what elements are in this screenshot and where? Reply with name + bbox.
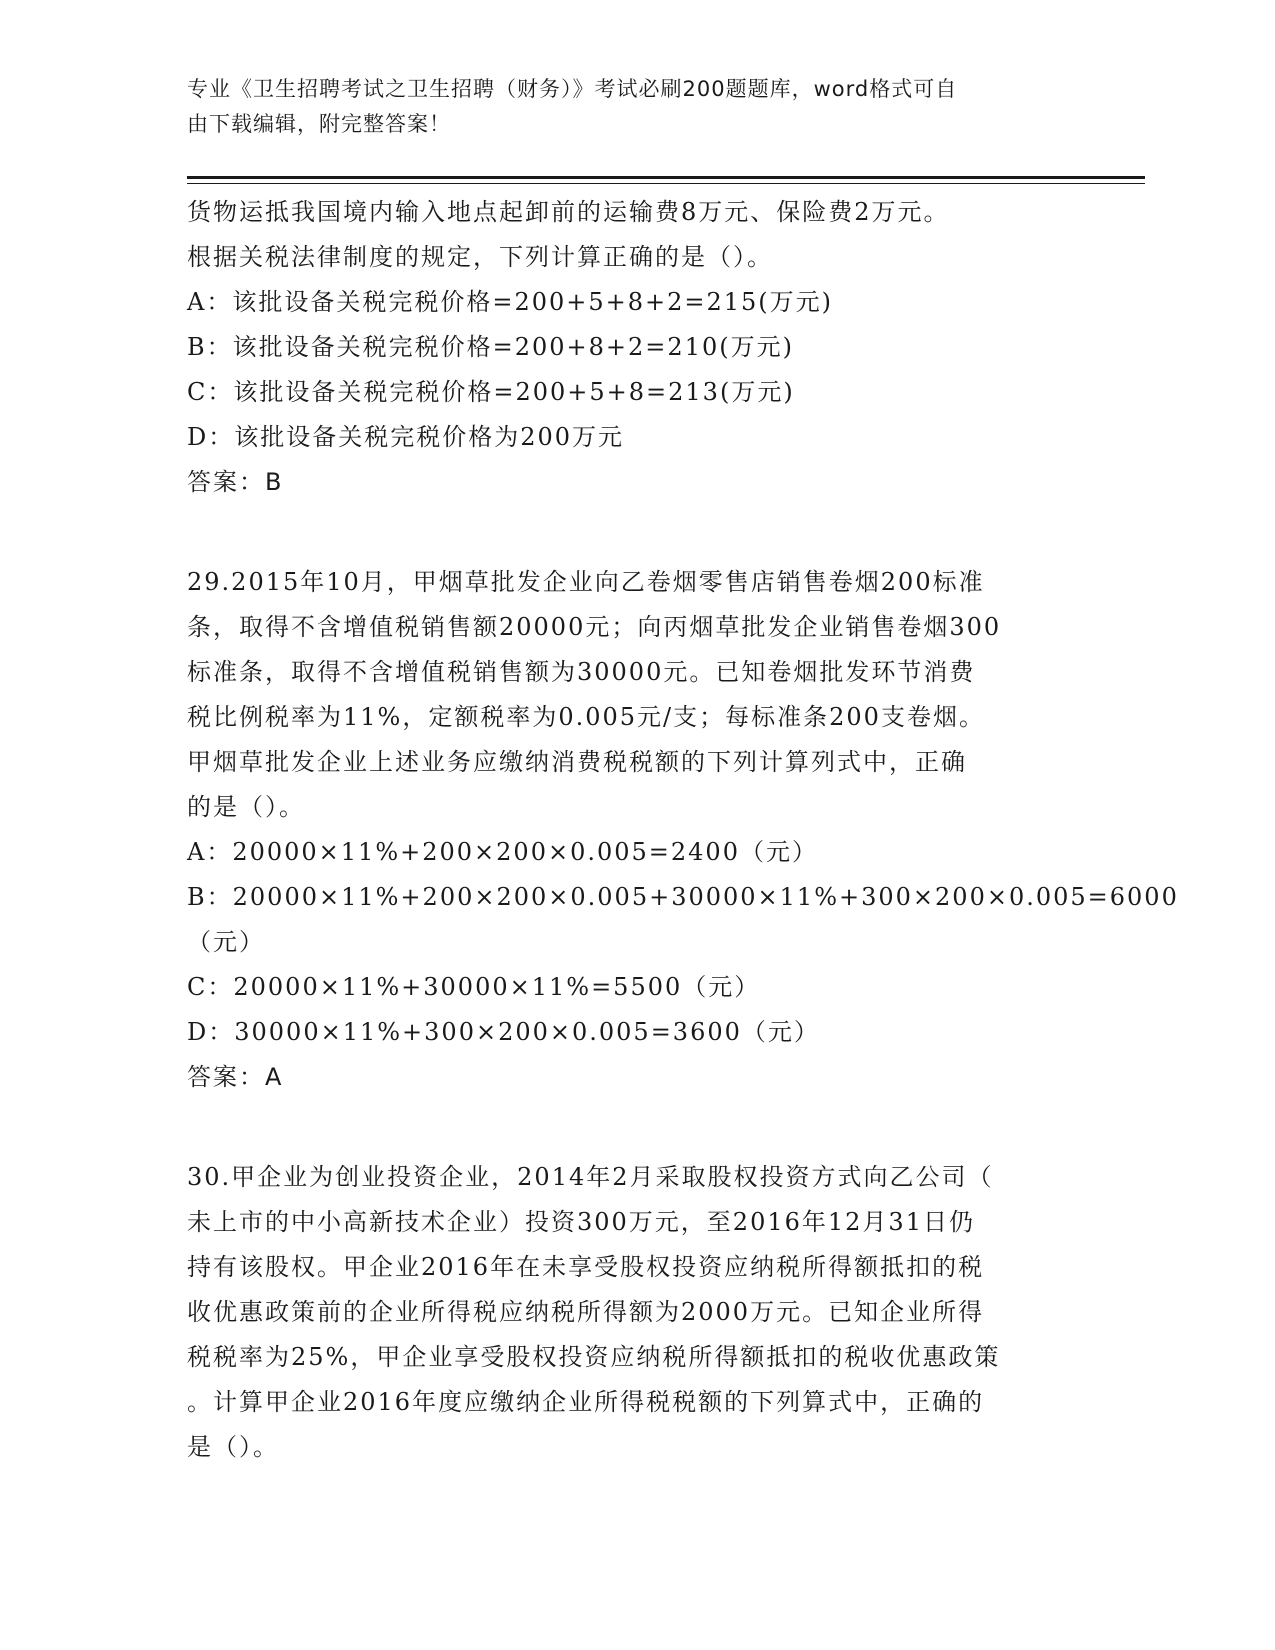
question-28 xyxy=(187,190,1087,505)
option-b-continued: （元） xyxy=(187,928,265,956)
option-c: C：该批设备关税完税价格=200+5+8=213(万元) xyxy=(187,378,795,406)
option-a: A：该批设备关税完税价格=200+5+8+2=215(万元) xyxy=(187,288,834,316)
header-divider-thick xyxy=(187,176,1145,179)
answer-line: 答案：A xyxy=(187,1063,284,1091)
option-d: D：该批设备关税完税价格为200万元 xyxy=(187,423,625,451)
question-stem-line: 收优惠政策前的企业所得税应纳税所得额为2000万元。已知企业所得 xyxy=(187,1298,985,1326)
question-stem-line: 未上市的中小高新技术企业）投资300万元，至2016年12月31日仍 xyxy=(187,1208,975,1236)
answer-line: 答案：B xyxy=(187,468,284,496)
header-line-1: 专业《卫生招聘考试之卫生招聘（财务）》考试必刷200题题库，word格式可自 xyxy=(187,77,958,101)
document-body xyxy=(187,190,1179,1470)
question-stem-line: 的是（）。 xyxy=(187,793,305,821)
option-b: B：20000×11%+200×200×0.005+30000×11%+300×200×0.005=6000 xyxy=(187,883,1179,911)
question-stem-line: 甲烟草批发企业上述业务应缴纳消费税税额的下列计算列式中，正确 xyxy=(187,748,967,776)
question-stem-line: 30.甲企业为创业投资企业，2014年2月采取股权投资方式向乙公司（ xyxy=(187,1163,994,1191)
question-stem-line: 根据关税法律制度的规定，下列计算正确的是（）。 xyxy=(187,243,773,271)
question-stem-line: 。计算甲企业2016年度应缴纳企业所得税税额的下列算式中，正确的 xyxy=(187,1388,985,1416)
header-divider-thin xyxy=(187,183,1145,184)
question-stem-line: 持有该股权。甲企业2016年在未享受股权投资应纳税所得额抵扣的税 xyxy=(187,1253,985,1281)
document-header xyxy=(187,72,1067,142)
question-30 xyxy=(187,1155,1087,1470)
option-a: A：20000×11%+200×200×0.005=2400（元） xyxy=(187,838,818,866)
question-stem-line: 标准条，取得不含增值税销售额为30000元。已知卷烟批发环节消费 xyxy=(187,658,976,686)
question-stem-line: 货物运抵我国境内输入地点起卸前的运输费8万元、保险费2万元。 xyxy=(187,198,950,226)
spacer xyxy=(187,505,1087,560)
question-stem-line: 税比例税率为11%，定额税率为0.005元/支；每标准条200支卷烟。 xyxy=(187,703,985,731)
option-b: B：该批设备关税完税价格=200+8+2=210(万元) xyxy=(187,333,794,361)
spacer xyxy=(187,1100,1087,1155)
question-stem-line: 条，取得不含增值税销售额20000元；向丙烟草批发企业销售卷烟300 xyxy=(187,613,1002,641)
option-c: C：20000×11%+30000×11%=5500（元） xyxy=(187,973,761,1001)
question-29 xyxy=(187,560,1179,1100)
question-stem-line: 是（）。 xyxy=(187,1433,279,1461)
question-stem-line: 税税率为25%，甲企业享受股权投资应纳税所得额抵扣的税收优惠政策 xyxy=(187,1343,1001,1371)
option-d: D：30000×11%+300×200×0.005=3600（元） xyxy=(187,1018,820,1046)
header-line-2: 由下载编辑，附完整答案！ xyxy=(187,112,451,136)
question-stem-line: 29.2015年10月，甲烟草批发企业向乙卷烟零售店销售卷烟200标准 xyxy=(187,568,985,596)
